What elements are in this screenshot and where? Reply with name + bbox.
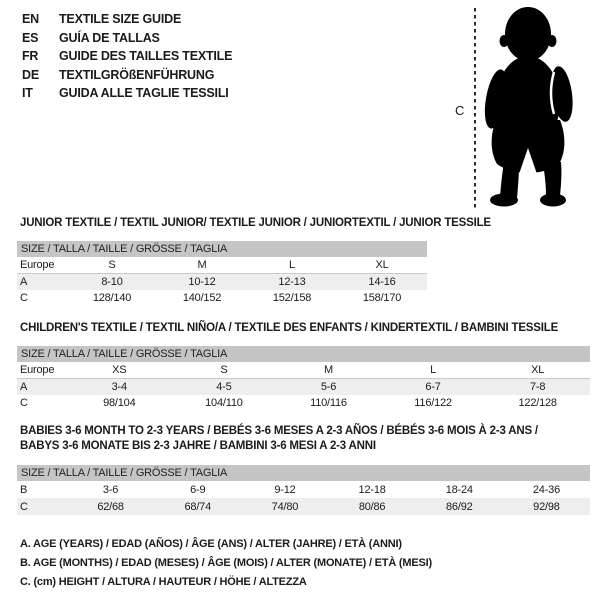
size-value-cell: 122/128 <box>518 397 557 409</box>
size-value-cell: 116/122 <box>414 397 452 409</box>
baby-silhouette-icon <box>483 4 595 208</box>
size-value-cell: 24-36 <box>532 483 561 496</box>
language-code: ES <box>22 30 39 45</box>
size-value-cell: XS <box>112 364 127 376</box>
row-label: Europe <box>20 364 55 376</box>
table-row <box>17 481 590 498</box>
language-code: EN <box>22 12 39 27</box>
table-row <box>17 498 590 515</box>
row-label: C <box>20 397 28 409</box>
row-label: A <box>20 276 28 288</box>
size-value-cell: 3-6 <box>102 483 119 496</box>
table-row <box>17 290 427 306</box>
size-value-cell: 128/140 <box>92 292 132 304</box>
table-row <box>17 274 427 290</box>
language-row-fr <box>22 47 232 66</box>
row-label: C <box>20 500 28 513</box>
size-value-cell: 158/170 <box>362 292 402 304</box>
babies-textile-section <box>17 424 590 515</box>
language-code: FR <box>22 49 39 64</box>
language-code: DE <box>22 67 39 82</box>
size-value-cell: 98/104 <box>103 397 136 409</box>
table-row <box>17 362 590 379</box>
size-value-cell: 74/80 <box>271 500 299 513</box>
size-value-cell: 92/98 <box>533 500 560 513</box>
size-value-cell: 62/68 <box>97 500 124 513</box>
legend-height-cm: C. (cm) HEIGHT / ALTURA / HAUTEUR / HÖHE / ALTEZZA <box>20 576 307 588</box>
size-value-cell: M <box>197 259 207 271</box>
guide-title-it: GUIDA ALLE TAGLIE TESSILI <box>59 86 229 101</box>
size-header-bar: SIZE / TALLA / TAILLE / GRÖSSE / TAGLIA <box>17 465 590 481</box>
size-header-bar: SIZE / TALLA / TAILLE / GRÖSSE / TAGLIA <box>17 241 427 257</box>
size-value-cell: 3-4 <box>111 381 127 393</box>
height-marker-label: C <box>455 103 465 118</box>
junior-size-table <box>17 257 427 306</box>
babies-table-title-line1: BABIES 3-6 MONTH TO 2-3 YEARS / BEBÉS 3-6 MESES A 2-3 AÑOS / BÉBÉS 3-6 MOIS À 2-3 ANS / <box>20 425 538 437</box>
size-value-cell: 18-24 <box>445 483 473 496</box>
row-label: Europe <box>20 259 55 271</box>
language-title-list <box>22 10 232 103</box>
guide-title-de: TEXTILGRÖßENFÜHRUNG <box>59 67 215 82</box>
babies-table-title-line2: BABYS 3-6 MONATE BIS 2-3 JAHRE / BAMBINI 3-6 MESI A 2-3 ANNI <box>20 440 376 452</box>
row-label: C <box>20 292 28 304</box>
size-value-cell: 12-18 <box>358 483 386 496</box>
size-value-cell: 12-13 <box>278 276 306 288</box>
size-value-cell: 140/152 <box>182 292 222 304</box>
size-value-cell: 68/74 <box>184 500 212 513</box>
children-textile-section <box>17 321 590 411</box>
size-value-cell: 4-5 <box>216 381 232 393</box>
row-label: B <box>20 483 28 496</box>
size-value-cell: 9-12 <box>274 483 296 496</box>
measurement-legend <box>20 535 432 592</box>
size-value-cell: 6-9 <box>190 483 206 496</box>
language-row-en <box>22 10 232 29</box>
size-value-cell: XL <box>375 259 389 271</box>
size-value-cell: 80/86 <box>358 500 386 513</box>
size-value-cell: 104/110 <box>205 397 243 409</box>
size-value-cell: 5-6 <box>320 381 337 393</box>
height-marker-dashed-line <box>474 8 476 210</box>
legend-age-years: A. AGE (YEARS) / EDAD (AÑOS) / ÂGE (ANS) / ALTER (JAHRE) / ETÀ (ANNI) <box>20 538 402 550</box>
table-row <box>17 379 590 395</box>
children-size-table <box>17 362 590 411</box>
guide-title-en: TEXTILE SIZE GUIDE <box>59 12 182 27</box>
size-value-cell: M <box>324 364 333 376</box>
size-value-cell: S <box>220 364 228 376</box>
size-value-cell: XL <box>531 364 545 376</box>
size-value-cell: 152/158 <box>272 292 312 304</box>
size-value-cell: 8-10 <box>101 276 123 288</box>
junior-table-title: JUNIOR TEXTILE / TEXTIL JUNIOR/ TEXTILE JUNIOR / JUNIORTEXTIL / JUNIOR TESSILE <box>20 217 491 229</box>
language-row-de <box>22 66 232 85</box>
babies-size-table <box>17 481 590 515</box>
size-value-cell: 7-8 <box>530 381 546 393</box>
children-table-title: CHILDREN'S TEXTILE / TEXTIL NIÑO/A / TEXTILE DES ENFANTS / KINDERTEXTIL / BAMBINI TESSILE <box>20 322 559 334</box>
language-code: IT <box>22 86 33 101</box>
language-row-es <box>22 29 232 48</box>
size-value-cell: L <box>430 364 437 376</box>
guide-title-fr: GUIDE DES TAILLES TEXTILE <box>59 49 233 64</box>
size-header-bar: SIZE / TALLA / TAILLE / GRÖSSE / TAGLIA <box>17 346 590 362</box>
size-value-cell: 14-16 <box>368 276 396 288</box>
language-row-it <box>22 84 232 103</box>
row-label: A <box>20 381 28 393</box>
size-value-cell: 10-12 <box>188 276 216 288</box>
legend-age-months: B. AGE (MONTHS) / EDAD (MESES) / ÂGE (MOIS) / ALTER (MONATE) / ETÀ (MESI) <box>20 557 432 569</box>
size-value-cell: L <box>289 259 295 271</box>
size-value-cell: 6-7 <box>425 381 441 393</box>
size-value-cell: 110/116 <box>310 397 347 409</box>
table-row <box>17 257 427 274</box>
table-row <box>17 395 590 411</box>
junior-textile-section <box>17 216 491 306</box>
guide-title-es: GUÍA DE TALLAS <box>59 30 160 45</box>
size-value-cell: 86/92 <box>446 500 473 513</box>
size-value-cell: S <box>108 259 116 271</box>
